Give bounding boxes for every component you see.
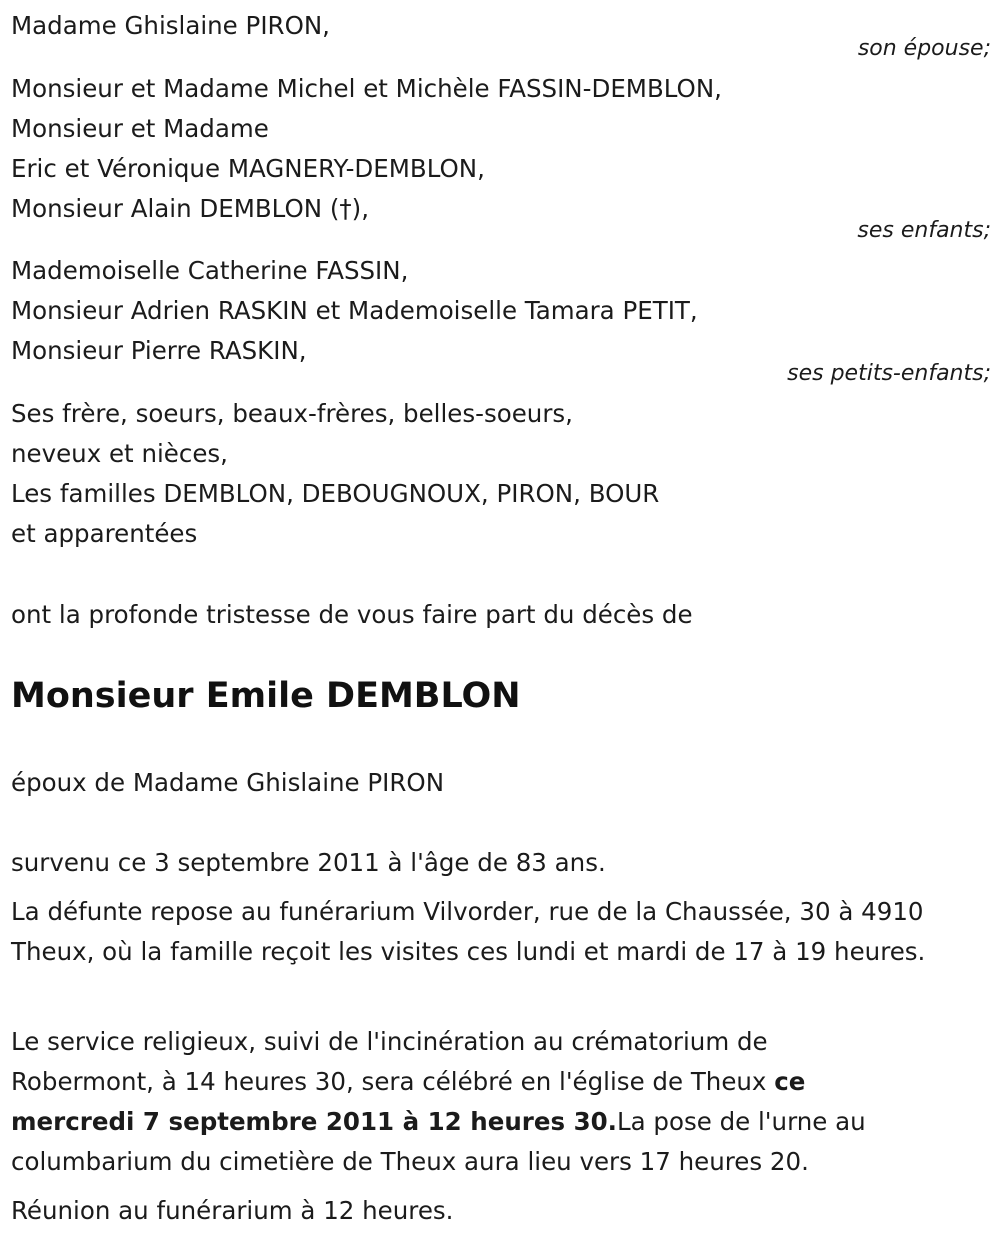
grandchildren-role: ses petits-enfants; (787, 361, 991, 386)
children-role: ses enfants; (857, 218, 991, 243)
repose-paragraph: La défunte repose au funérarium Vilvorder, rue de la Chaussée, 30 à 4910 Theux, où la famille reçoit les visites ces lundi et mardi de 17 à 19 heures. (11, 897, 926, 966)
family-section (11, 394, 991, 554)
grandchild-line: Monsieur Adrien RASKIN et Mademoiselle Tamara PETIT, (11, 296, 698, 325)
family-line: Les familles DEMBLON, DEBOUGNOUX, PIRON, BOUR (11, 479, 660, 508)
urn-text: La pose de l'urne au columbarium du cimetière de Theux aura lieu vers 17 heures 20. (11, 1107, 866, 1176)
service-date-bold: ce mercredi 7 septembre 2011 à 12 heures 30. (11, 1067, 806, 1136)
child-line: Monsieur et Madame Michel et Michèle FASSIN-DEMBLON, (11, 74, 722, 103)
child-line: Monsieur et Madame (11, 114, 269, 143)
family-line: neveux et nièces, (11, 439, 228, 468)
children-section (11, 69, 991, 229)
spouse-role: son épouse; (857, 36, 991, 61)
family-line: et apparentées (11, 519, 198, 548)
spouse-line: Madame Ghislaine PIRON, (11, 11, 330, 40)
deceased-name: Monsieur Emile DEMBLON (11, 676, 521, 716)
child-line: Monsieur Alain DEMBLON (†), (11, 194, 370, 223)
grandchild-line: Mademoiselle Catherine FASSIN, (11, 256, 409, 285)
announcement-text: ont la profonde tristesse de vous faire part du décès de (11, 600, 693, 629)
service-paragraph (11, 1022, 911, 1182)
grandchild-line: Monsieur Pierre RASKIN, (11, 336, 307, 365)
meeting-text: Réunion au funérarium à 12 heures. (11, 1196, 454, 1225)
service-text: Le service religieux, suivi de l'incinération au crématorium de Robermont, à 14 heures 30, sera célébré en l'église de Theux (11, 1027, 775, 1096)
spouse-of-text: époux de Madame Ghislaine PIRON (11, 768, 445, 797)
death-info-text: survenu ce 3 septembre 2011 à l'âge de 83 ans. (11, 848, 606, 877)
grandchildren-section (11, 251, 991, 371)
family-line: Ses frère, soeurs, beaux-frères, belles-soeurs, (11, 399, 573, 428)
child-line: Eric et Véronique MAGNERY-DEMBLON, (11, 154, 485, 183)
